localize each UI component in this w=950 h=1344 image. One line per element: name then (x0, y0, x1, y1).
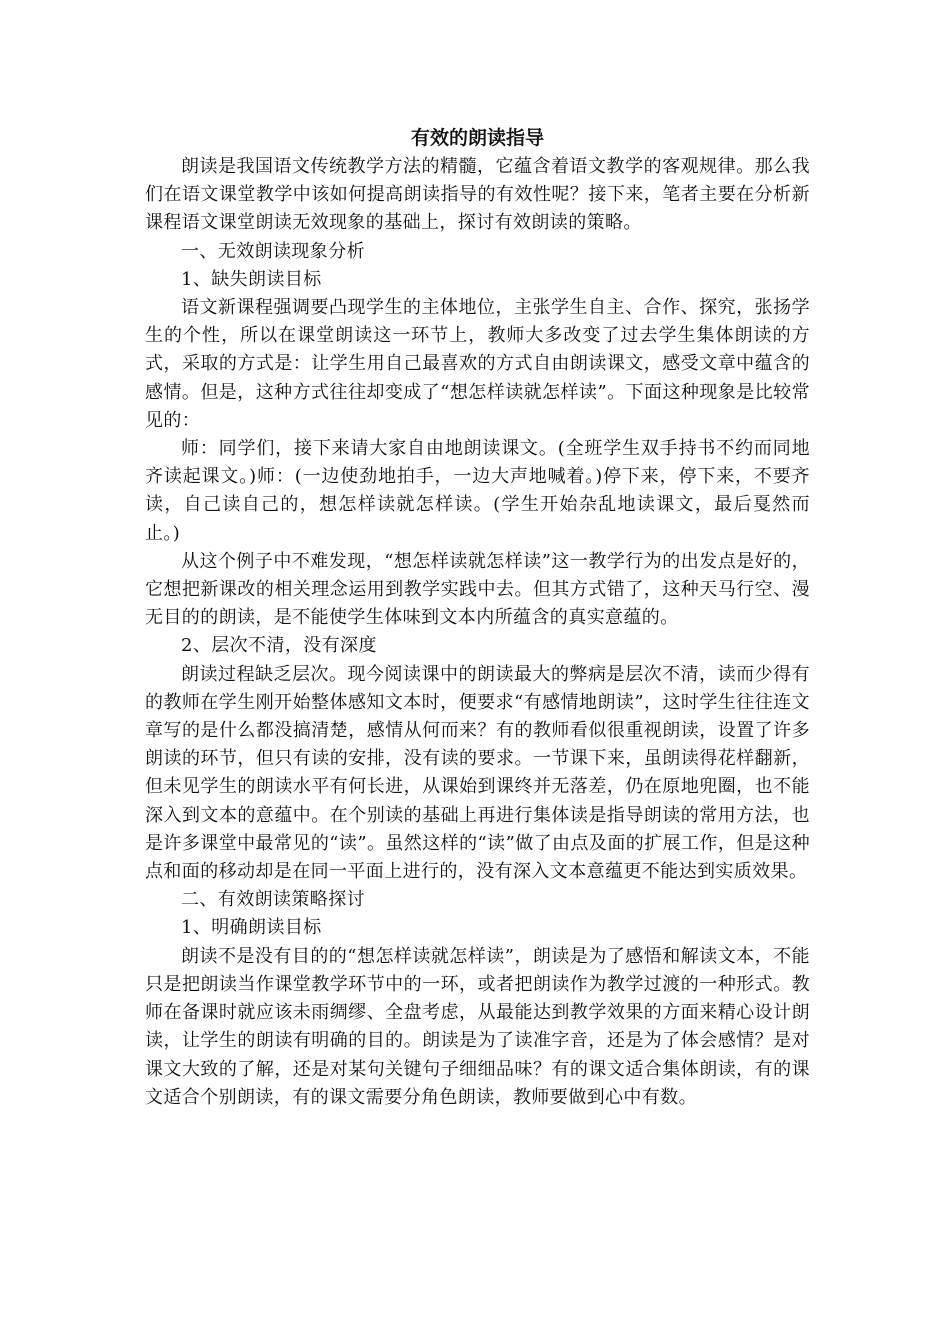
paragraph-intro: 朗读是我国语文传统教学方法的精髓，它蕴含着语文教学的客观规律。那么我们在语文课堂教学中该如何提高朗读指导的有效性呢？接下来，笔者主要在分析新课程语文课堂朗读无效现象的基础上，探讨有效朗读的策略。 (145, 156, 810, 234)
paragraph: 朗读过程缺乏层次。现今阅读课中的朗读最大的弊病是层次不清，读而少得有的教师在学生刚开始整体感知文本时，便要求“有感情地朗读”，这时学生往往连文章写的是什么都没搞清楚，感情从何而来？有的教师看似很重视朗读，设置了许多朗读的环节，但只有读的安排，没有读的要求。一节课下来，虽朗读得花样翻新，但未见学生的朗读水平有何长进，从课始到课终并无落差，仍在原地兜圈，也不能深入到文本的意蕴中。在个别读的基础上再进行集体读是指导朗读的常用方法，也是许多课堂中最常见的“读”。虽然这样的“读”做了由点及面的扩展工作，但是这种点和面的移动却是在同一平面上进行的，没有深入文本意蕴更不能达到实质效果。 (145, 663, 810, 883)
section-heading-2: 二、有效朗读策略探讨 (181, 889, 365, 911)
subsection-heading-1-2: 2、层次不清，没有深度 (181, 635, 377, 657)
document-body (145, 124, 810, 1112)
subsection-heading-1-1: 1、缺失朗读目标 (181, 268, 322, 290)
paragraph: 语文新课程强调要凸现学生的主体地位，主张学生自主、合作、探究，张扬学生的个性，所以在课堂朗读这一环节上，教师大多改变了过去学生集体朗读的方式，采取的方式是：让学生用自己最喜欢的方式自由朗读课文，感受文章中蕴含的感情。但是，这种方式往往却变成了“想怎样读就怎样读”。下面这种现象是比较常见的： (145, 297, 810, 431)
paragraph: 朗读不是没有目的的“想怎样读就怎样读”，朗读是为了感悟和解读文本，不能只是把朗读当作课堂教学环节中的一环，或者把朗读作为教学过渡的一种形式。教师在备课时就应该未雨绸缪、全盘考虑，从最能达到教学效果的方面来精心设计朗读，让学生的朗读有明确的目的。朗读是为了读准字音，还是为了体会感情？是对课文大致的了解，还是对某句关键句子细细品味？有的课文适合集体朗读，有的课文适合个别朗读，有的课文需要分角色朗读，教师要做到心中有数。 (145, 945, 810, 1108)
paragraph-example: 师：同学们，接下来请大家自由地朗读课文。(全班学生双手持书不约而同地齐读起课文。)师：(一边使劲地拍手，一边大声地喊着。)停下来，停下来，不要齐读，自己读自己的，想怎样读就怎样读。(学生开始杂乱地读课文，最后戛然而止。) (145, 438, 810, 544)
document-title: 有效的朗读指导 (410, 127, 544, 149)
subsection-heading-2-1: 1、明确朗读目标 (181, 917, 322, 939)
section-heading-1: 一、无效朗读现象分析 (181, 240, 365, 262)
paragraph: 从这个例子中不难发现，“想怎样读就怎样读”这一教学行为的出发点是好的，它想把新课改的相关理念运用到教学实践中去。但其方式错了，这种天马行空、漫无目的的朗读，是不能使学生体味到文本内所蕴含的真实意蕴的。 (145, 550, 810, 629)
